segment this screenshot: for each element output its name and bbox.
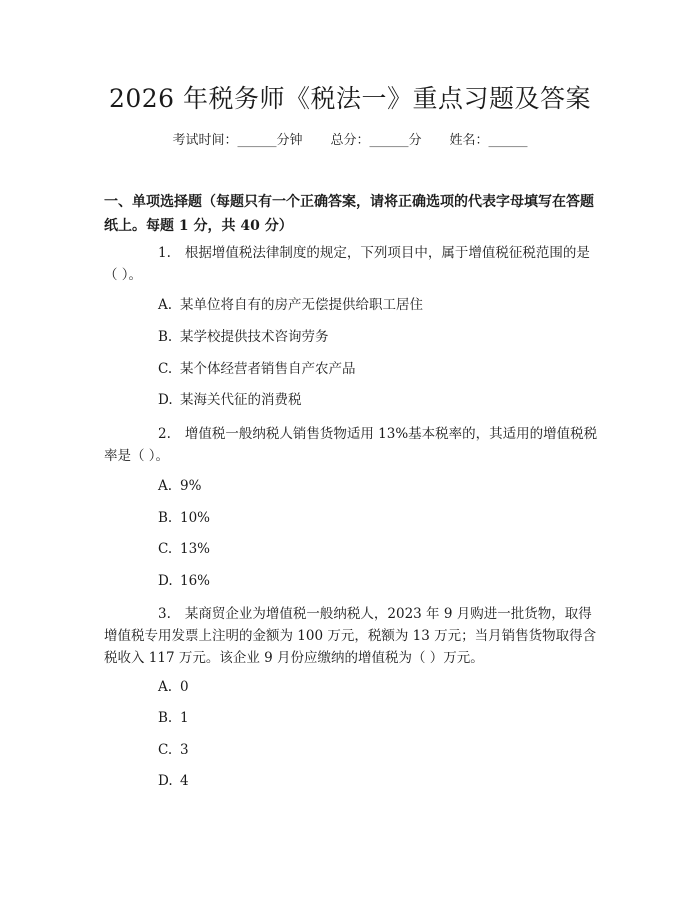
option-letter: B. (158, 329, 173, 345)
exam-meta (0, 131, 700, 151)
option-text: 某海关代征的消费税 (180, 392, 302, 408)
option-text: 0 (180, 679, 189, 695)
option-letter: A. (158, 478, 173, 494)
option-text: 3 (180, 742, 189, 758)
exam-time: 考试时间：______分钟 (172, 133, 303, 148)
option-text: 1 (180, 710, 189, 726)
option-text: 10% (180, 510, 211, 526)
option-text: 4 (180, 773, 189, 789)
question-number: 2. (158, 426, 171, 442)
question-3-option-a (158, 677, 598, 697)
question-text: 增值税一般纳税人销售货物适用 13%基本税率的，其适用的增值税税率是（ ）。 (104, 426, 598, 464)
option-text: 某单位将自有的房产无偿提供给职工居住 (180, 297, 423, 313)
exam-name: 姓名：______ (449, 133, 528, 148)
option-text: 13% (180, 541, 211, 557)
option-text: 某学校提供技术咨询劳务 (180, 329, 329, 345)
question-number: 3. (158, 606, 171, 622)
question-2-option-b (158, 508, 598, 528)
question-1-option-b (158, 327, 598, 347)
option-letter: D. (158, 573, 173, 589)
option-text: 9% (180, 478, 202, 494)
question-text: 某商贸企业为增值税一般纳税人，2023 年 9 月购进一批货物，取得增值税专用发票上注明的金额为 100 万元，税额为 13 万元；当月销售货物取得含税收入 117 万元。该企业 9 月份应缴纳的增值税为（ ）万元。 (104, 606, 597, 666)
option-letter: C. (158, 742, 173, 758)
question-2 (104, 423, 600, 467)
option-letter: B. (158, 510, 173, 526)
question-1-option-a (158, 295, 598, 315)
option-letter: D. (158, 773, 173, 789)
question-1-option-c (158, 359, 598, 379)
option-letter: A. (158, 679, 173, 695)
option-letter: C. (158, 541, 173, 557)
question-3 (104, 603, 600, 669)
question-3-option-d (158, 771, 598, 791)
question-1 (104, 242, 600, 286)
question-3-option-b (158, 708, 598, 728)
question-text: 根据增值税法律制度的规定，下列项目中，属于增值税征税范围的是（ ）。 (104, 245, 590, 283)
option-letter: C. (158, 361, 173, 377)
option-letter: D. (158, 392, 173, 408)
option-text: 某个体经营者销售自产农产品 (180, 361, 356, 377)
question-1-option-d (158, 390, 598, 410)
question-2-option-a (158, 476, 598, 496)
section-heading: 一、单项选择题（每题只有一个正确答案，请将正确选项的代表字母填写在答题纸上。每题 1 分，共 40 分） (104, 194, 594, 234)
question-3-option-c (158, 740, 598, 760)
option-letter: B. (158, 710, 173, 726)
question-2-option-c (158, 539, 598, 559)
option-text: 16% (180, 573, 211, 589)
option-letter: A. (158, 297, 173, 313)
exam-score: 总分：______分 (330, 133, 422, 148)
question-number: 1. (158, 245, 171, 261)
page-title: 2026 年税务师《税法一》重点习题及答案 (108, 84, 592, 113)
question-2-option-d (158, 571, 598, 591)
